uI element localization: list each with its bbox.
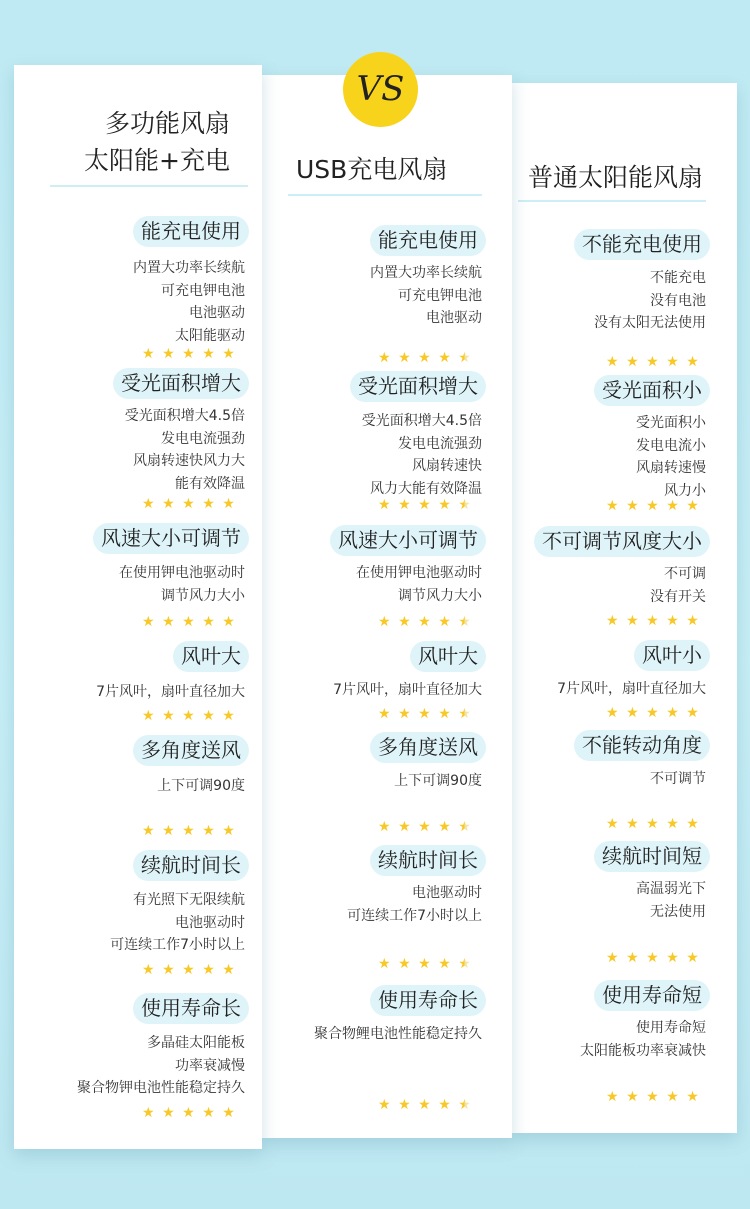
star-rating	[142, 615, 235, 629]
star-icon: ★	[398, 497, 411, 513]
star-icon: ★	[606, 950, 619, 966]
star-rating	[378, 1098, 471, 1112]
description-line: 聚合物钾电池性能稳定持久	[77, 1080, 245, 1096]
star-icon: ★	[646, 1089, 659, 1105]
star-icon: ★	[222, 346, 235, 362]
column-plain-solar-fan	[512, 83, 737, 1133]
feature-description	[314, 1023, 482, 1046]
star-icon: ★	[606, 1089, 619, 1105]
feature-label: 多角度送风	[370, 732, 486, 763]
feature-description	[650, 768, 706, 791]
description-line: 有光照下无限续航	[133, 892, 245, 908]
feature-label: 受光面积增大	[113, 368, 249, 399]
star-icon: ★	[666, 354, 679, 370]
description-line: 7片风叶，扇叶直径加大	[333, 682, 482, 698]
star-icon: ★	[646, 613, 659, 629]
star-icon: ★	[438, 350, 451, 366]
star-icon: ★	[398, 706, 411, 722]
star-icon: ★	[606, 705, 619, 721]
star-rating	[378, 351, 471, 365]
star-icon: ★	[142, 1105, 155, 1121]
star-icon: ★	[378, 614, 391, 630]
feature-description	[119, 562, 245, 607]
star-icon: ★	[142, 823, 155, 839]
description-line: 使用寿命短	[636, 1020, 706, 1036]
description-line: 可连续工作7小时以上	[110, 937, 245, 953]
star-icon: ★	[438, 956, 451, 972]
star-icon: ★	[686, 816, 699, 832]
description-line: 可连续工作7小时以上	[347, 907, 482, 924]
description-line: 不可调	[664, 566, 706, 582]
star-icon: ★	[646, 498, 659, 514]
star-icon: ★	[222, 1105, 235, 1121]
feature-description	[77, 1032, 245, 1100]
description-line: 受光面积增大4.5倍	[361, 413, 482, 429]
star-icon: ★	[606, 613, 619, 629]
star-icon: ★	[666, 816, 679, 832]
description-line: 上下可调90度	[394, 773, 482, 789]
description-line: 发电电流强劲	[161, 430, 245, 447]
star-icon: ★	[142, 962, 155, 978]
description-line: 无法使用	[650, 903, 706, 920]
star-icon: ★	[438, 497, 451, 513]
star-icon: ★	[202, 614, 215, 630]
star-icon: ★	[202, 346, 215, 362]
feature-label: 不能充电使用	[574, 229, 710, 260]
star-icon: ★	[606, 354, 619, 370]
feature-label: 续航时间长	[370, 845, 486, 876]
star-icon: ★	[378, 706, 391, 722]
star-rating	[378, 615, 471, 629]
star-icon: ★	[162, 496, 175, 512]
description-line: 风扇转速快	[412, 458, 482, 474]
description-line: 没有开关	[650, 588, 706, 605]
description-line: 调节风力大小	[398, 587, 482, 604]
star-icon: ★	[626, 950, 639, 966]
star-icon: ★	[666, 613, 679, 629]
star-icon: ★	[142, 614, 155, 630]
description-line: 风力小	[664, 482, 706, 499]
star-icon: ★	[686, 705, 699, 721]
feature-description	[636, 412, 706, 502]
description-line: 功率衰减慢	[175, 1057, 245, 1074]
star-icon: ★	[142, 708, 155, 724]
feature-description	[347, 882, 482, 927]
feature-label: 不能转动角度	[574, 730, 710, 761]
column-usb-fan	[262, 75, 512, 1138]
description-line: 没有太阳无法使用	[594, 315, 706, 331]
star-icon: ★	[606, 498, 619, 514]
star-icon: ★	[666, 950, 679, 966]
feature-label: 不可调节风度大小	[534, 526, 710, 557]
feature-description	[557, 678, 706, 701]
column-solar-charging-fan	[14, 65, 262, 1149]
star-icon: ★	[626, 816, 639, 832]
star-rating	[142, 1106, 235, 1120]
star-icon: ★	[162, 346, 175, 362]
feature-label: 使用寿命长	[133, 993, 249, 1024]
star-rating	[142, 709, 235, 723]
star-icon: ★	[398, 819, 411, 835]
star-icon: ★	[222, 614, 235, 630]
description-line: 能有效降温	[175, 475, 245, 492]
star-icon: ★	[398, 350, 411, 366]
description-line: 可充电钾电池	[398, 287, 482, 304]
vs-badge: VS	[343, 52, 418, 127]
star-icon: ★	[626, 1089, 639, 1105]
star-icon: ★	[418, 614, 431, 630]
star-icon: ★	[202, 823, 215, 839]
star-icon: ★	[606, 816, 619, 832]
star-icon: ★	[202, 708, 215, 724]
description-line: 电池驱动时	[412, 885, 482, 901]
star-icon: ★	[418, 350, 431, 366]
feature-description	[110, 889, 245, 957]
star-icon: ★	[438, 614, 451, 630]
feature-description	[370, 262, 482, 330]
description-line: 太阳能驱动	[175, 327, 245, 344]
star-icon: ★	[398, 956, 411, 972]
description-line: 7片风叶，扇叶直径加大	[557, 681, 706, 697]
star-icon: ★	[626, 705, 639, 721]
feature-label: 受光面积小	[594, 375, 710, 406]
star-icon: ★	[182, 708, 195, 724]
star-icon: ★	[626, 613, 639, 629]
star-icon: ★	[162, 1105, 175, 1121]
star-icon: ★	[686, 498, 699, 514]
feature-label: 能充电使用	[370, 225, 486, 256]
star-icon: ★	[182, 962, 195, 978]
star-rating	[606, 951, 699, 965]
description-line: 风力大能有效降温	[370, 480, 482, 497]
star-rating	[606, 1090, 699, 1104]
star-icon: ★	[378, 1097, 391, 1113]
description-line: 聚合物鲤电池性能稳定持久	[314, 1026, 482, 1042]
feature-description	[636, 878, 706, 923]
star-icon: ★	[458, 956, 471, 972]
star-rating	[606, 817, 699, 831]
description-line: 没有电池	[650, 292, 706, 309]
description-line: 不可调节	[650, 771, 706, 787]
description-line: 高温弱光下	[636, 881, 706, 897]
star-icon: ★	[686, 613, 699, 629]
description-line: 上下可调90度	[157, 778, 245, 794]
star-icon: ★	[398, 614, 411, 630]
star-rating	[606, 499, 699, 513]
feature-description	[333, 679, 482, 702]
star-rating	[142, 963, 235, 977]
star-icon: ★	[686, 354, 699, 370]
description-line: 不能充电	[650, 270, 706, 286]
feature-description	[594, 267, 706, 335]
star-icon: ★	[182, 614, 195, 630]
star-icon: ★	[666, 705, 679, 721]
star-icon: ★	[142, 496, 155, 512]
title-divider	[518, 200, 706, 202]
description-line: 受光面积增大4.5倍	[124, 408, 245, 424]
star-icon: ★	[458, 1097, 471, 1113]
description-line: 在使用钾电池驱动时	[119, 565, 245, 581]
star-icon: ★	[686, 950, 699, 966]
feature-description	[157, 775, 245, 798]
star-icon: ★	[418, 956, 431, 972]
star-icon: ★	[438, 1097, 451, 1113]
description-line: 风扇转速慢	[636, 460, 706, 476]
star-icon: ★	[438, 819, 451, 835]
star-icon: ★	[418, 1097, 431, 1113]
star-icon: ★	[202, 1105, 215, 1121]
feature-description	[580, 1017, 706, 1062]
star-icon: ★	[222, 708, 235, 724]
star-rating	[606, 355, 699, 369]
description-line: 风扇转速快风力大	[133, 453, 245, 469]
description-line: 电池驱动	[426, 310, 482, 326]
star-rating	[142, 497, 235, 511]
star-icon: ★	[378, 350, 391, 366]
star-icon: ★	[418, 819, 431, 835]
star-rating	[378, 957, 471, 971]
star-icon: ★	[646, 705, 659, 721]
star-rating	[378, 498, 471, 512]
description-line: 电池驱动时	[175, 914, 245, 931]
star-icon: ★	[686, 1089, 699, 1105]
feature-label: 能充电使用	[133, 216, 249, 247]
star-icon: ★	[378, 956, 391, 972]
star-icon: ★	[418, 497, 431, 513]
description-line: 可充电钾电池	[161, 282, 245, 299]
feature-label: 续航时间长	[133, 850, 249, 881]
star-icon: ★	[378, 819, 391, 835]
feature-label: 风速大小可调节	[93, 523, 249, 554]
description-line: 太阳能板功率衰减快	[580, 1042, 706, 1059]
star-icon: ★	[202, 962, 215, 978]
description-line: 7片风叶，扇叶直径加大	[96, 684, 245, 700]
star-icon: ★	[458, 614, 471, 630]
star-icon: ★	[182, 346, 195, 362]
feature-description	[356, 562, 482, 607]
star-icon: ★	[162, 823, 175, 839]
column-title: 普通太阳能风扇	[528, 163, 704, 192]
star-icon: ★	[666, 1089, 679, 1105]
description-line: 在使用钾电池驱动时	[356, 565, 482, 581]
feature-description	[125, 405, 245, 495]
star-rating	[606, 706, 699, 720]
star-icon: ★	[182, 496, 195, 512]
description-line: 发电电流强劲	[398, 435, 482, 452]
star-icon: ★	[626, 354, 639, 370]
star-icon: ★	[666, 498, 679, 514]
description-line: 内置大功率长续航	[133, 260, 245, 276]
feature-description	[362, 410, 482, 500]
feature-label: 风叶大	[173, 641, 249, 672]
star-rating	[142, 347, 235, 361]
star-icon: ★	[202, 496, 215, 512]
feature-label: 风叶小	[634, 640, 710, 671]
feature-description	[394, 770, 482, 793]
star-icon: ★	[646, 950, 659, 966]
star-icon: ★	[438, 706, 451, 722]
star-icon: ★	[398, 1097, 411, 1113]
feature-label: 使用寿命短	[594, 980, 710, 1011]
feature-label: 使用寿命长	[370, 985, 486, 1016]
star-icon: ★	[646, 354, 659, 370]
star-icon: ★	[418, 706, 431, 722]
feature-label: 续航时间短	[594, 841, 710, 872]
star-icon: ★	[142, 346, 155, 362]
feature-label: 风速大小可调节	[330, 525, 486, 556]
feature-description	[96, 681, 245, 704]
column-title: 多功能风扇	[104, 109, 230, 138]
feature-description	[133, 257, 245, 347]
description-line: 受光面积小	[636, 415, 706, 431]
star-rating	[378, 707, 471, 721]
column-title: USB充电风扇	[296, 155, 448, 184]
star-icon: ★	[458, 350, 471, 366]
feature-description	[650, 563, 706, 608]
star-icon: ★	[162, 708, 175, 724]
star-icon: ★	[182, 823, 195, 839]
star-icon: ★	[222, 962, 235, 978]
star-icon: ★	[222, 823, 235, 839]
feature-label: 受光面积增大	[350, 371, 486, 402]
title-divider	[288, 194, 482, 196]
star-icon: ★	[182, 1105, 195, 1121]
star-rating	[142, 824, 235, 838]
star-icon: ★	[162, 614, 175, 630]
star-icon: ★	[458, 497, 471, 513]
star-icon: ★	[646, 816, 659, 832]
star-icon: ★	[222, 496, 235, 512]
star-icon: ★	[626, 498, 639, 514]
description-line: 电池驱动	[189, 305, 245, 321]
column-title: 太阳能+充电	[84, 146, 230, 175]
star-rating	[378, 820, 471, 834]
star-icon: ★	[162, 962, 175, 978]
description-line: 内置大功率长续航	[370, 265, 482, 281]
description-line: 调节风力大小	[161, 587, 245, 604]
title-divider	[50, 185, 248, 187]
feature-label: 风叶大	[410, 641, 486, 672]
description-line: 多晶硅太阳能板	[147, 1035, 245, 1051]
star-icon: ★	[458, 706, 471, 722]
feature-label: 多角度送风	[133, 735, 249, 766]
star-icon: ★	[458, 819, 471, 835]
star-icon: ★	[378, 497, 391, 513]
star-rating	[606, 614, 699, 628]
description-line: 发电电流小	[636, 437, 706, 454]
